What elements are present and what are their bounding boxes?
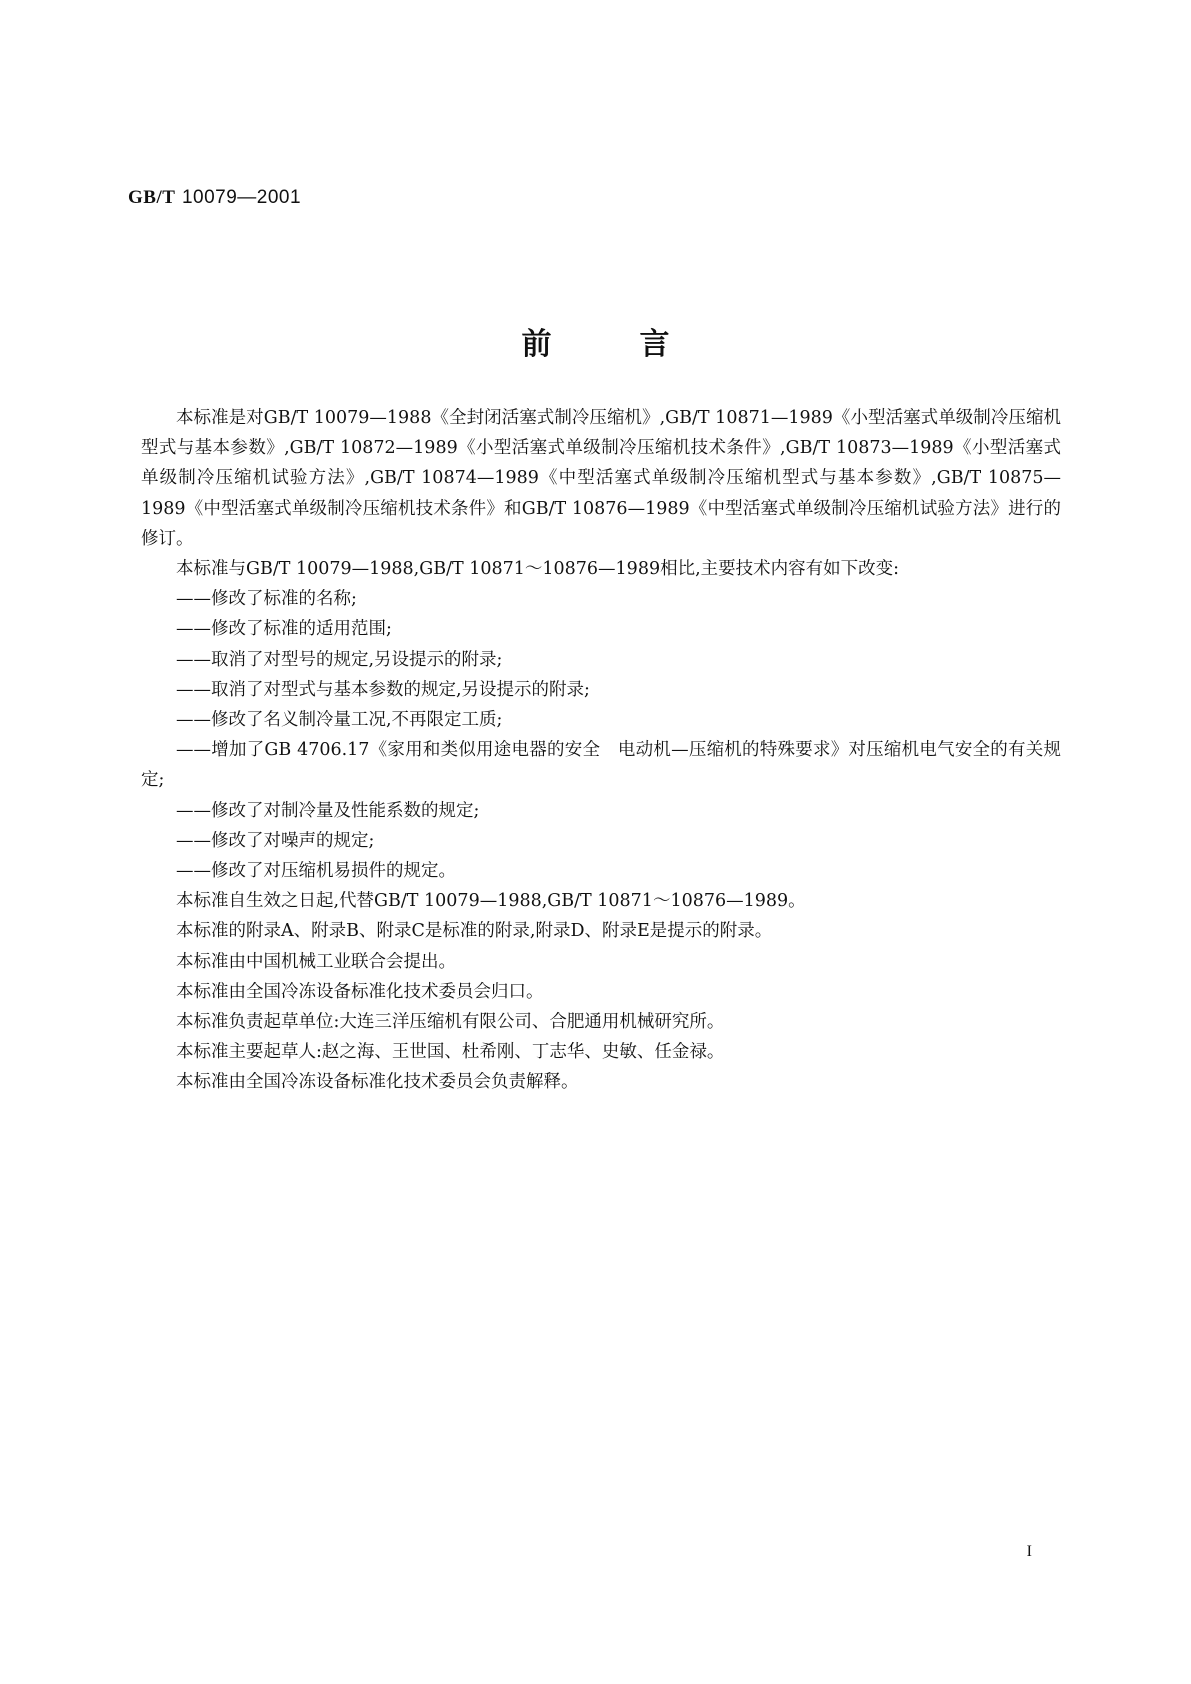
change-item: ——修改了对制冷量及性能系数的规定; [176,800,480,821]
page-number: I [1026,1543,1032,1560]
change-item: ——取消了对型式与基本参数的规定,另设提示的附录; [176,679,590,700]
paragraph-changes-intro: 本标准与GB/T 10079—1988,GB/T 10871～10876—1989相比,主要技术内容有如下改变: [176,559,900,580]
standard-code-number: 10079—2001 [181,187,302,208]
change-item: ——修改了标准的名称; [176,589,357,610]
change-item: ——增加了GB 4706.17《家用和类似用途电器的安全 电动机—压缩机的特殊要求》对压缩机电气安全的有关规定; [141,740,1061,791]
foreword-body [141,403,1061,1098]
change-item: ——修改了标准的适用范围; [176,619,392,640]
paragraph-proposed-by: 本标准由中国机械工业联合会提出。 [176,951,456,972]
paragraph-drafting-units: 本标准负责起草单位:大连三洋压缩机有限公司、合肥通用机械研究所。 [176,1012,725,1033]
change-item: ——修改了对压缩机易损件的规定。 [176,861,456,882]
paragraph-annexes: 本标准的附录A、附录B、附录C是标准的附录,附录D、附录E是提示的附录。 [176,921,773,942]
standard-code [128,186,301,209]
change-item: ——取消了对型号的规定,另设提示的附录; [176,649,503,670]
standard-code-prefix: GB/T [128,187,176,208]
page-title: 前言 [521,327,758,362]
change-item: ——修改了名义制冷量工况,不再限定工质; [176,710,503,731]
paragraph-replaces: 本标准自生效之日起,代替GB/T 10079—1988,GB/T 10871～10876—1989。 [176,891,806,912]
paragraph-interpretation: 本标准由全国冷冻设备标准化技术委员会负责解释。 [176,1072,579,1093]
paragraph-drafters: 本标准主要起草人:赵之海、王世国、杜希刚、丁志华、史敏、任金禄。 [176,1042,725,1063]
change-item: ——修改了对噪声的规定; [176,830,375,851]
paragraph-under-jurisdiction: 本标准由全国冷冻设备标准化技术委员会归口。 [176,981,544,1002]
paragraph-revision-scope: 本标准是对GB/T 10079—1988《全封闭活塞式制冷压缩机》,GB/T 10871—1989《小型活塞式单级制冷压缩机型式与基本参数》,GB/T 10872—1989《小型活塞式单级制冷压缩机技术条件》,GB/T 10873—1989《小型活塞式单级制冷压缩机试验方法》,GB/T 10874—1989《中型活塞式单级制冷压缩机型式与基本参数》,GB/T 10875—1989《中型活塞式单级制冷压缩机技术条件》和GB/T 10876—1989《中型活塞式单级制冷压缩机试验方法》进行的修订。 [141,408,1061,549]
